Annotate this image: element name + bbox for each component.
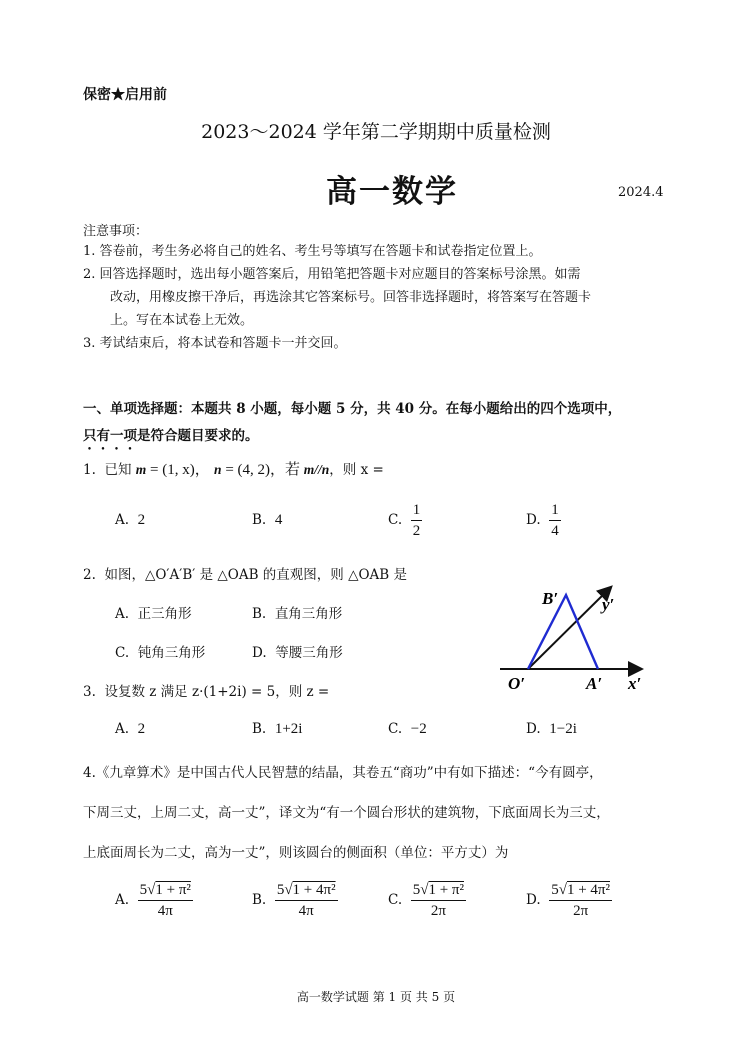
q1-option-d[interactable]: D. $\frac{1}{4}$ [526, 502, 559, 539]
label-b: B′ [542, 589, 559, 608]
confidential-mark: 保密★启用前 [83, 87, 167, 103]
q1-vector-n: n [214, 462, 222, 477]
page-footer: 高一数学试题 第 1 页 共 5 页 [296, 990, 456, 1004]
exam-date: 2024.4 [618, 185, 664, 200]
section-emphasis: 只有一项 [83, 428, 137, 444]
q3-text: 设复数 z 满足 z·(1+2i) = 5，则 z = [104, 684, 330, 700]
q1-number: 1. [83, 462, 96, 478]
question-2: 2. 如图，△O′A′B′ 是 △OAB 的直观图，则 △OAB 是 [83, 567, 407, 583]
q1-option-c[interactable]: C. $\frac{1}{2}$ [388, 502, 421, 539]
note-item-2: 2. 回答选择题时，选出每小题答案后，用铅笔把答题卡对应题目的答案标号涂黑。如需 [83, 267, 581, 282]
q3-option-c[interactable]: C. −2 [388, 721, 427, 737]
q2-figure [490, 580, 660, 695]
note-item-1: 1. 答卷前，考生务必将自己的姓名、考生号等填写在答题卡和试卷指定位置上。 [83, 244, 542, 259]
q4-option-c[interactable]: C. $\frac{\text{5√1 + π²}}{2\pi}$ [388, 882, 464, 919]
question-4-line-1: 4.《九章算术》是中国古代人民智慧的结晶，其卷五“商功”中有如下描述：“今有圆亭， [83, 765, 603, 781]
q2-option-b[interactable]: B. 直角三角形 [252, 606, 343, 622]
q3-option-a[interactable]: A. 2 [115, 721, 146, 737]
q3-option-d[interactable]: D. 1−2i [526, 721, 577, 737]
q2-option-d[interactable]: D. 等腰三角形 [252, 645, 343, 661]
question-4-line-3: 上底面周长为二丈，高为一丈”，则该圆台的侧面积（单位：平方丈）为 [83, 845, 509, 861]
q1-option-a[interactable]: A. 2 [115, 512, 146, 528]
note-item-2-cont: 改动，用橡皮擦干净后，再选涂其它答案标号。回答非选择题时，将答案写在答题卡 [110, 290, 592, 305]
q2-option-c[interactable]: C. 钝角三角形 [115, 645, 206, 661]
label-a: A′ [586, 674, 603, 693]
label-y: y′ [602, 595, 615, 614]
note-item-3: 3. 考试结束后，将本试卷和答题卡一并交回。 [83, 336, 347, 351]
q1-text: 已知 [104, 462, 132, 478]
section-line-1: 一、单项选择题：本题共 8 小题，每小题 5 分，共 40 分。在每小题给出的四个选项中， [83, 401, 622, 417]
question-1 [83, 458, 384, 479]
q4-option-d[interactable]: D. $\frac{\text{5√1 + 4π²}}{2\pi}$ [526, 882, 610, 919]
q2-option-a[interactable]: A. 正三角形 [115, 606, 192, 622]
q3-option-b[interactable]: B. 1+2i [252, 721, 303, 737]
q1-parallel: m//n [303, 462, 330, 477]
q4-option-b[interactable]: B. $\frac{\text{5√1 + 4π²}}{4\pi}$ [252, 882, 336, 919]
section-line-2: 是符合题目要求的。 [137, 428, 259, 444]
exam-title: 2023～2024 学年第二学期期中质量检测 [201, 121, 551, 143]
q1-vector-m: m [135, 462, 147, 477]
notes-heading: 注意事项： [83, 224, 149, 239]
subject-title: 高一数学 [326, 174, 458, 210]
q4-option-a[interactable]: A. $\frac{\text{5√1 + π²}}{4\pi}$ [115, 882, 191, 919]
q1-eq1: = (1, x)， [146, 462, 210, 478]
q1-text-b: ，则 x = [329, 462, 384, 478]
label-x: x′ [628, 674, 642, 693]
label-o: O′ [508, 674, 526, 693]
q1-eq2: = (4, 2)，若 [221, 462, 304, 478]
note-item-2-cont2: 上。写在本试卷上无效。 [110, 313, 254, 328]
section-heading [83, 396, 683, 453]
question-3: 3. 设复数 z 满足 z·(1+2i) = 5，则 z = [83, 684, 330, 700]
q2-text: 如图，△O′A′B′ 是 △OAB 的直观图，则 △OAB 是 [104, 567, 407, 583]
question-4-line-2: 下周三丈，上周二丈，高一丈”，译文为“有一个圆台形状的建筑物，下底面周长为三丈， [83, 805, 610, 821]
q1-option-b[interactable]: B. 4 [252, 512, 283, 528]
